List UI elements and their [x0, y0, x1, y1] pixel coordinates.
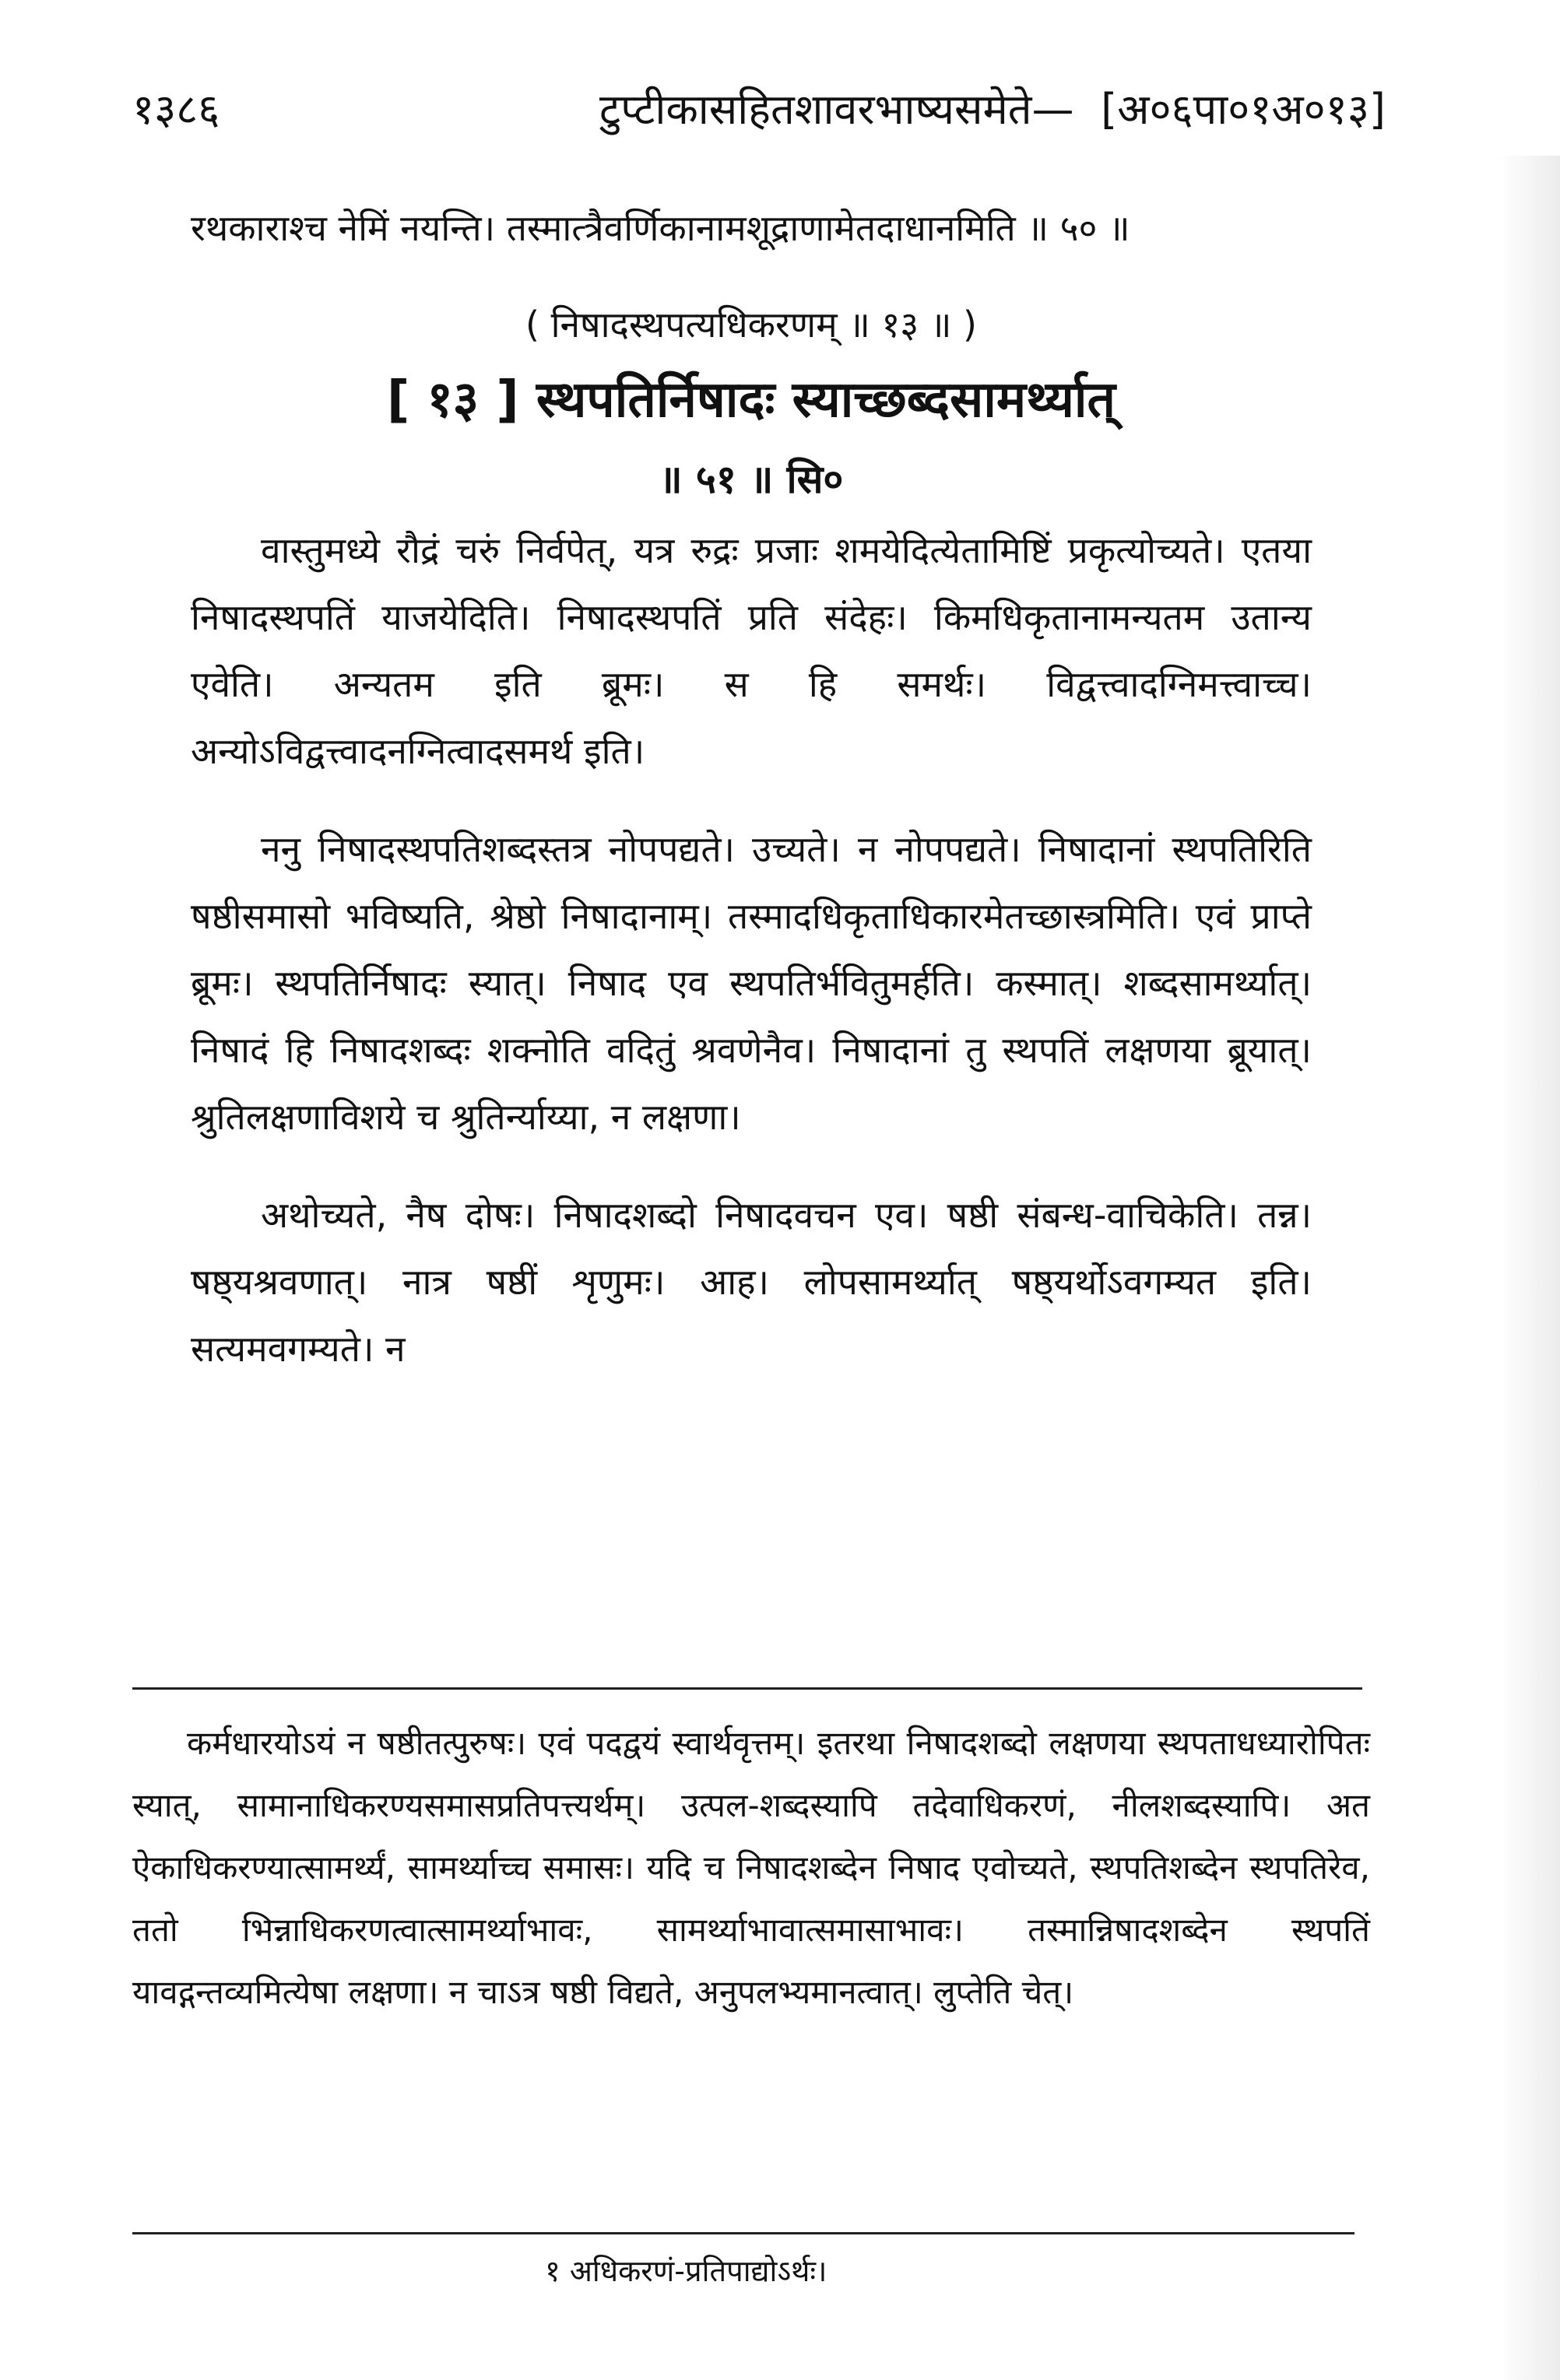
- paragraph-3: अथोच्यते, नैष दोषः। निषादशब्दो निषादवचन एव। षष्ठी संबन्ध-वाचिकेति। तन्न। षष्ठ्यश्रवणात्। नात्र षष्ठीं शृणुमः। आह। लोपसामर्थ्यात् षष्ठ्यर्थोऽवगम्यत इति। सत्यमवगम्यते। न: [191, 1194, 1312, 1370]
- bottom-footnote: १ अधिकरणं-प्रतिपाद्योऽर्थः।: [545, 2254, 827, 2288]
- paragraph-1: वास्तुमध्ये रौद्रं चरुं निर्वपेत्, यत्र रुद्रः प्रजाः शमयेदित्येतामिष्टिं प्रकृत्योच्यते। एतया निषादस्थपतिं याजयेदिति। निषादस्थपतिं प्रति संदेहः। किमधिकृतानामन्यतम उतान्य एवेति। अन्यतम इति ब्रूमः। स हि समर्थः। विद्वत्त्वादग्निमत्त्वाच्च। अन्योऽविद्वत्त्वादनग्नित्वादसमर्थ इति।: [191, 529, 1312, 772]
- section-reference: [अ०६पा०१अ०१३]: [1101, 85, 1386, 134]
- main-text: [191, 195, 1312, 1413]
- page-number: १३८६: [132, 85, 220, 134]
- continuation-text: रथकाराश्च नेमिं नयन्ति। तस्मात्त्रैवर्णिकानामशूद्राणामेतदाधानमिति ॥ ५० ॥: [191, 207, 1130, 249]
- sutra-text: [ १३ ] स्थपतिर्निषादः स्याच्छब्दसामर्थ्यात्: [387, 371, 1116, 429]
- footnote: [132, 1712, 1370, 2024]
- adhikarana-title: ( निषादस्थपत्यधिकरणम् ॥ १३ ॥ ): [525, 304, 977, 346]
- footnote-text: कर्मधारयोऽयं न षष्ठीतत्पुरुषः। एवं पदद्वयं स्वार्थवृत्तम्। इतरथा निषादशब्दो लक्षणया स्थपताधध्यारोपितः स्यात्, सामानाधिकरण्यसमासप्रतिपत्त्यर्थम्। उत्पल-शब्दस्यापि तदेवाधिकरणं, नीलशब्दस्यापि। अत ऐकाधिकरण्यात्सामर्थ्यं, सामर्थ्याच्च समासः। यदि च निषादशब्देन निषाद एवोच्यते, स्थपतिशब्देन स्थपतिरेव, ततो भिन्नाधिकरणत्वात्सामर्थ्याभावः, सामर्थ्याभावात्समासाभावः। तस्मान्निषादशब्देन स्थपतिं यावद्गन्तव्यमित्येषा लक्षणा। न चाऽत्र षष्ठी विद्यते, अनुपलभ्यमानत्वात्। लुप्तेति चेत्।: [132, 1724, 1370, 2011]
- bottom-divider: [132, 2232, 1354, 2234]
- sutra-number: ॥ ५१ ॥ सि०: [659, 457, 844, 502]
- page-edge-shadow: [1498, 156, 1560, 2380]
- paragraph-2: ननु निषादस्थपतिशब्दस्तत्र नोपपद्यते। उच्यते। न नोपपद्यते। निषादानां स्थपतिरिति षष्ठीसमासो भविष्यति, श्रेष्ठो निषादानाम्। तस्मादधिकृताधिकारमेतच्छास्त्रमिति। एवं प्राप्ते ब्रूमः। स्थपतिर्निषादः स्यात्। निषाद एव स्थपतिर्भवितुमर्हति। कस्मात्। शब्दसामर्थ्यात्। निषादं हि निषादशब्दः शक्नोति वदितुं श्रवणेनैव। निषादानां तु स्थपतिं लक्षणया ब्रूयात्। श्रुतिलक्षणाविशये च श्रुतिर्न्याय्या, न लक्षणा।: [191, 828, 1312, 1138]
- running-title: टुप्टीकासहितशावरभाष्यसमेते—: [599, 85, 1074, 134]
- page-header: [132, 75, 1386, 145]
- footnote-divider: [132, 1687, 1362, 1690]
